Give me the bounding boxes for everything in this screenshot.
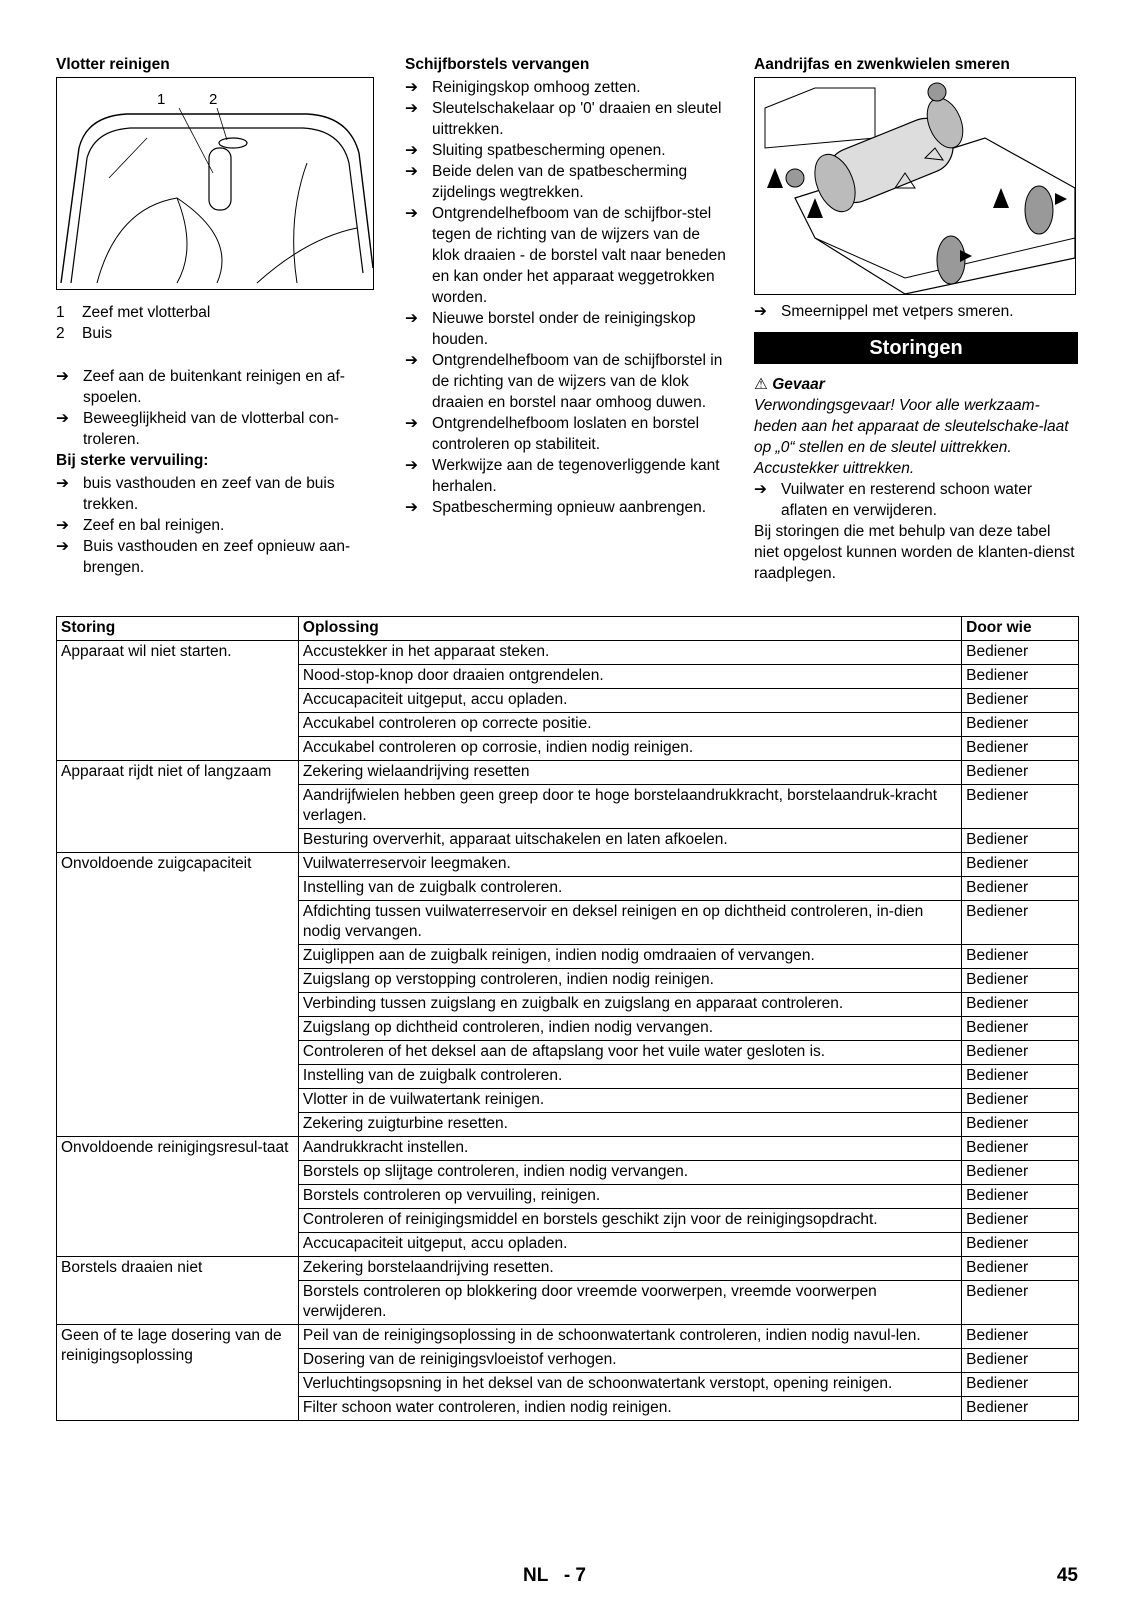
- arrow-icon: ➔: [405, 415, 418, 432]
- solution-cell: Accukabel controleren op corrosie, indien nodig reinigen.: [298, 737, 961, 761]
- solution-cell: Zuiglippen aan de zuigbalk reinigen, indien nodig omdraaien of vervangen.: [298, 945, 961, 969]
- fault-cell: Borstels draaien niet: [57, 1257, 299, 1325]
- arrow-icon: ➔: [405, 163, 418, 180]
- fault-table-body: [57, 641, 1079, 1421]
- responsible-cell: Bediener: [962, 1041, 1079, 1065]
- solution-cell: Instelling van de zuigbalk controleren.: [298, 877, 961, 901]
- float-illustration: [57, 78, 373, 289]
- responsible-cell: Bediener: [962, 1257, 1079, 1281]
- arrow-icon: ➔: [405, 352, 418, 369]
- responsible-cell: Bediener: [962, 1349, 1079, 1373]
- table-row: [57, 1137, 1079, 1161]
- arrow-icon: ➔: [405, 499, 418, 516]
- figure-label-1: 1: [157, 91, 166, 108]
- solution-cell: Zuigslang op dichtheid controleren, indien nodig vervangen.: [298, 1017, 961, 1041]
- arrow-icon: ➔: [405, 142, 418, 159]
- step-item: ➔ Ontgrendelhefboom van de schijfborstel in de richting van de wijzers van de klok draaien en borstel naar omhoog duwen.: [405, 352, 723, 411]
- step-item: ➔ Beide delen van de spatbescherming zijdelings wegtrekken.: [405, 163, 688, 201]
- solution-cell: Controleren of reinigingsmiddel en borstels geschikt zijn voor de reinigingsopdracht.: [298, 1209, 961, 1233]
- column-brush-replace: [405, 54, 727, 518]
- arrow-icon: ➔: [56, 475, 69, 492]
- responsible-cell: Bediener: [962, 1325, 1079, 1349]
- responsible-cell: Bediener: [962, 1233, 1079, 1257]
- arrow-icon: ➔: [56, 368, 69, 385]
- responsible-cell: Bediener: [962, 737, 1079, 761]
- responsible-cell: Bediener: [962, 1065, 1079, 1089]
- arrow-icon: ➔: [405, 457, 418, 474]
- responsible-cell: Bediener: [962, 853, 1079, 877]
- column-header-oplossing: Oplossing: [298, 617, 961, 641]
- service-note: Bij storingen die met behulp van deze tabel niet opgelost kunnen worden de klanten-dienst raadplegen.: [754, 523, 1075, 582]
- danger-text: Verwondingsgevaar! Voor alle werkzaam-heden aan het apparaat de sleutelschake-laat op „0“ stellen en de sleutel uittrekken. Accustekker uittrekken.: [754, 397, 1069, 477]
- solution-cell: Accukabel controleren op correcte positie.: [298, 713, 961, 737]
- table-row: [57, 1257, 1079, 1281]
- solution-cell: Controleren of het deksel aan de aftapslang voor het vuile water gesloten is.: [298, 1041, 961, 1065]
- step-item: ➔ Sleutelschakelaar op '0' draaien en sleutel uittrekken.: [405, 100, 722, 138]
- solution-cell: Instelling van de zuigbalk controleren.: [298, 1065, 961, 1089]
- fault-cell: Onvoldoende reinigingsresul-taat: [57, 1137, 299, 1257]
- responsible-cell: Bediener: [962, 1089, 1079, 1113]
- fault-table: [56, 616, 1079, 1421]
- step-item: ➔ Spatbescherming opnieuw aanbrengen.: [405, 499, 707, 516]
- step-list: [56, 473, 378, 578]
- solution-cell: Accustekker in het apparaat steken.: [298, 641, 961, 665]
- arrow-icon: ➔: [405, 205, 418, 222]
- responsible-cell: Bediener: [962, 1017, 1079, 1041]
- responsible-cell: Bediener: [962, 1397, 1079, 1421]
- axle-figure: [754, 77, 1076, 295]
- page-number: 45: [1056, 1565, 1078, 1586]
- arrow-icon: ➔: [754, 481, 767, 498]
- section-heading: Aandrijfas en zwenkwielen smeren: [754, 56, 1010, 73]
- responsible-cell: Bediener: [962, 969, 1079, 993]
- fault-cell: Apparaat wil niet starten.: [57, 641, 299, 761]
- step-item: ➔ Ontgrendelhefboom van de schijfbor-stel tegen de richting van de wijzers van de klok draaien - de borstel valt naar beneden en kan onder het apparaat weggetrokken worden.: [405, 205, 726, 306]
- step-item: ➔ Vuilwater en resterend schoon water aflaten en verwijderen.: [754, 481, 1033, 519]
- solution-cell: Borstels op slijtage controleren, indien nodig vervangen.: [298, 1161, 961, 1185]
- step-item: ➔ Ontgrendelhefboom loslaten en borstel controleren op stabiliteit.: [405, 415, 700, 453]
- step-item: ➔ Zeef en bal reinigen.: [56, 517, 225, 534]
- responsible-cell: Bediener: [962, 877, 1079, 901]
- solution-cell: Vlotter in de vuilwatertank reinigen.: [298, 1089, 961, 1113]
- solution-cell: Vuilwaterreservoir leegmaken.: [298, 853, 961, 877]
- solution-cell: Accucapaciteit uitgeput, accu opladen.: [298, 689, 961, 713]
- table-row: [57, 853, 1079, 877]
- figure-label-2: 2: [209, 91, 218, 108]
- legend-item: [56, 323, 378, 344]
- table-row: [57, 761, 1079, 785]
- column-float-cleaning: [56, 54, 378, 578]
- solution-cell: Aandrijfwielen hebben geen greep door te hoge borstelaandrukkracht, borstelaandruk-kracht verlagen.: [298, 785, 961, 829]
- responsible-cell: Bediener: [962, 901, 1079, 945]
- responsible-cell: Bediener: [962, 689, 1079, 713]
- solution-cell: Borstels controleren op vervuiling, reinigen.: [298, 1185, 961, 1209]
- float-figure: [56, 77, 374, 290]
- legend-text: Zeef met vlotterbal: [82, 304, 211, 321]
- step-list: [405, 77, 727, 518]
- arrow-icon: ➔: [56, 410, 69, 427]
- responsible-cell: Bediener: [962, 1209, 1079, 1233]
- responsible-cell: Bediener: [962, 641, 1079, 665]
- solution-cell: Verluchtingsopsning in het deksel van de schoonwatertank verstopt, opening reinigen.: [298, 1373, 961, 1397]
- arrow-icon: ➔: [56, 538, 69, 555]
- responsible-cell: Bediener: [962, 1161, 1079, 1185]
- figure-legend: [56, 302, 378, 344]
- solution-cell: Accucapaciteit uitgeput, accu opladen.: [298, 1233, 961, 1257]
- step-item: ➔ Beweeglijkheid van de vlotterbal con-troleren.: [56, 410, 339, 448]
- responsible-cell: Bediener: [962, 829, 1079, 853]
- table-header-row: [57, 617, 1079, 641]
- fault-cell: Geen of te lage dosering van de reinigingsoplossing: [57, 1325, 299, 1421]
- section-heading: Vlotter reinigen: [56, 56, 170, 73]
- solution-cell: Zekering wielaandrijving resetten: [298, 761, 961, 785]
- responsible-cell: Bediener: [962, 785, 1079, 829]
- solution-cell: Filter schoon water controleren, indien nodig reinigen.: [298, 1397, 961, 1421]
- subheading: Bij sterke vervuiling:: [56, 452, 209, 469]
- arrow-icon: ➔: [405, 100, 418, 117]
- arrow-icon: ➔: [56, 517, 69, 534]
- solution-cell: Aandrukkracht instellen.: [298, 1137, 961, 1161]
- arrow-icon: ➔: [754, 303, 767, 320]
- responsible-cell: Bediener: [962, 1373, 1079, 1397]
- responsible-cell: Bediener: [962, 761, 1079, 785]
- legend-text: Buis: [82, 325, 113, 342]
- responsible-cell: Bediener: [962, 993, 1079, 1017]
- solution-cell: Peil van de reinigingsoplossing in de schoonwatertank controleren, indien nodig navul-len.: [298, 1325, 961, 1349]
- section-heading: Schijfborstels vervangen: [405, 56, 590, 73]
- step-item: ➔ buis vasthouden en zeef van de buis trekken.: [56, 475, 335, 513]
- step-item: ➔ Reinigingskop omhoog zetten.: [405, 79, 641, 96]
- solution-cell: Nood-stop-knop door draaien ontgrendelen.: [298, 665, 961, 689]
- table-row: [57, 1325, 1079, 1349]
- responsible-cell: Bediener: [962, 945, 1079, 969]
- responsible-cell: Bediener: [962, 713, 1079, 737]
- arrow-icon: ➔: [405, 310, 418, 327]
- solution-cell: Borstels controleren op blokkering door vreemde voorwerpen, vreemde voorwerpen verwijderen.: [298, 1281, 961, 1325]
- column-header-door-wie: Door wie: [962, 617, 1079, 641]
- step-list: [56, 366, 378, 450]
- table-row: [57, 641, 1079, 665]
- solution-cell: Dosering van de reinigingsvloeistof verhogen.: [298, 1349, 961, 1373]
- legend-number: 2: [56, 325, 65, 342]
- footer-section: NL - 7: [523, 1565, 586, 1586]
- axle-illustration: [755, 78, 1075, 294]
- step-item: ➔ Nieuwe borstel onder de reinigingskop houden.: [405, 310, 696, 348]
- responsible-cell: Bediener: [962, 1113, 1079, 1137]
- solution-cell: Besturing oververhit, apparaat uitschakelen en laten afkoelen.: [298, 829, 961, 853]
- legend-number: 1: [56, 304, 65, 321]
- solution-cell: Verbinding tussen zuigslang en zuigbalk en zuigslang en apparaat controleren.: [298, 993, 961, 1017]
- responsible-cell: Bediener: [962, 1137, 1079, 1161]
- section-banner: Storingen: [754, 332, 1078, 364]
- fault-cell: Onvoldoende zuigcapaciteit: [57, 853, 299, 1137]
- column-header-storing: Storing: [57, 617, 299, 641]
- legend-item: [56, 302, 378, 323]
- step-list: [754, 479, 1078, 521]
- solution-cell: Zekering zuigturbine resetten.: [298, 1113, 961, 1137]
- danger-heading: ⚠ Gevaar: [754, 376, 825, 393]
- step-list: [754, 301, 1078, 322]
- responsible-cell: Bediener: [962, 1281, 1079, 1325]
- warning-triangle-icon: ⚠: [754, 376, 768, 393]
- solution-cell: Afdichting tussen vuilwaterreservoir en deksel reinigen en op dichtheid controleren, in-dien nodig vervangen.: [298, 901, 961, 945]
- step-item: ➔ Buis vasthouden en zeef opnieuw aan-brengen.: [56, 538, 351, 576]
- column-lubrication-faults: [754, 54, 1078, 584]
- solution-cell: Zekering borstelaandrijving resetten.: [298, 1257, 961, 1281]
- step-item: ➔ Sluiting spatbescherming openen.: [405, 142, 666, 159]
- fault-cell: Apparaat rijdt niet of langzaam: [57, 761, 299, 853]
- solution-cell: Zuigslang op verstopping controleren, indien nodig reinigen.: [298, 969, 961, 993]
- responsible-cell: Bediener: [962, 665, 1079, 689]
- step-item: ➔ Smeernippel met vetpers smeren.: [754, 303, 1014, 320]
- arrow-icon: ➔: [405, 79, 418, 96]
- step-item: ➔ Zeef aan de buitenkant reinigen en af-spoelen.: [56, 368, 345, 406]
- responsible-cell: Bediener: [962, 1185, 1079, 1209]
- step-item: ➔ Werkwijze aan de tegenoverliggende kant herhalen.: [405, 457, 720, 495]
